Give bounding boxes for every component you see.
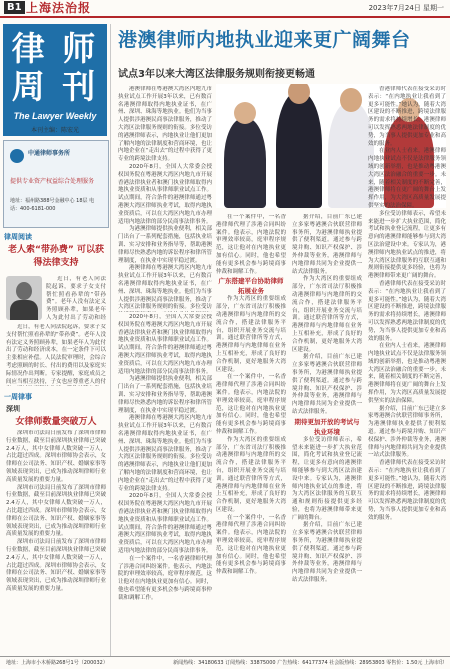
ad-org-name: 中通律师事务所 xyxy=(28,150,71,157)
section2-body: 深圳市司法局日前发布了深圳市律师行业数据，截至目前深圳执业律师已突破2.4万人，其中女律师人数突破一万人，占比超过四成。深圳市律师协会表示，女律师在公司法务、知识产权、婚姻家事等领域表现突出，已成为推动深圳律师行业高质量发展的重要力量。 深圳市司法局日前发布了深圳市律师行业数据，截至目前深圳执业律师已突破2.4万人，其中女律师人数突破一万人，占比超过四成。深圳市律师协会表示，女律师在公司法务、知识产权、婚姻家事等领域表现突出，已成为推动深圳律师行业高质量发展的重要力量。 深圳市司法局日前发布了深圳市律师行业数据，截至目前深圳执业律师已突破2.4万人，其中女律师人数突破一万人，占比超过四成。深圳市律师协会表示，女律师在公司法务、知识产权、婚姻家事等领域表现突出，已成为推动深圳律师行业高质量发展的重要力量。 xyxy=(6,430,106,592)
section1-title: 老人索“带孙费” 可以获得法律支持 xyxy=(8,245,104,268)
article-subheading-1: 广东搭建平台协助律师拓展业务 xyxy=(218,277,284,296)
article-headline: 港澳律师内地执业迎来更广阔舞台 xyxy=(118,29,411,51)
column-divider xyxy=(110,24,111,656)
article-subhead: 试点3年以来大湾区法律服务规则衔接更畅通 xyxy=(118,69,315,80)
page-number: B1 xyxy=(4,1,25,14)
section2-title: 女律师数量突破万人 xyxy=(15,417,97,427)
newspaper-brand: 上海法治报 xyxy=(26,1,92,15)
section2-place: 深圳 xyxy=(6,405,20,413)
footer-address: 地址：上海市小木桥路268号1号（200032） xyxy=(6,660,108,666)
ad-address: 地址：福州路388号金融中心 18层 电话：400-6181-000 xyxy=(10,198,95,212)
law-firm-logo-icon xyxy=(10,149,24,163)
article-col1: 港澳律师在粤港澳大湾区内地九市执业试点工作开展3年以来，已有数百名港澳律师取得内地执业证书，在广州、深圳、珠海等地执业。他们为当事人提供涉港澳民商事法律服务，推动了大湾区法律服务规则的衔接。多位受访的港澳律师表示，内地执业让他们更加了解内地的法律制度和营商环境，也让内地企业在“走出去”的过程中获得了更专业的跨境法律支持。 2020年8月，全国人大常委会授权国务院在粤港澳大湾区内地九市开展香港法律执业者和澳门执业律师取得内地执业资质和从事律师职业试点工作。试点期间，符合条件的港澳律师通过粤港澳大湾区律师执业考试，取得内地执业资质后，可以在大湾区内地九市办理适用内地法律的部分民商事法律事务。 为港澳律师提供执业便利，相关部门出台了一系列配套措施，包括执业培训、实习安排和业务指导等，帮助港澳律师尽快熟悉内地的诉讼程序和律所管理制度，在执业中实现平稳过渡。 港澳律师在粤港澳大湾区内地九市执业试点工作开展3年以来，已有数百名港澳律师取得内地执业证书，在广州、深圳、珠海等地执业。他们为当事人提供涉港澳民商事法律服务，推动了大湾区法律服务规则的衔接。多位受访 xyxy=(118,86,212,311)
article-col1-lower: 2020年8月，全国人大常委会授权国务院在粤港澳大湾区内地九市开展香港法律执业者和澳门执业律师取得内地执业资质和从事律师职业试点工作。试点期间，符合条件的港澳律师通过粤港澳大湾区律师执业考试，取得内地执业资质后，可以在大湾区内地九市办理适用内地法律的部分民商事法律事务。 为港澳律师提供执业便利，相关部门出台了一系列配套措施，包括执业培训、实习安排和业务指导等，帮助港澳律师尽快熟悉内地的诉讼程序和律所管理制度，在执业中实现平稳过渡。 港澳律师在粤港澳大湾区内地九市执业试点工作开展3年以来，已有数百名港澳律师取得内地执业证书，在广州、深圳、珠海等地执业。他们为当事人提供涉港澳民商事法律服务，推动了大湾区法律服务规则的衔接。多位受访的港澳律师表示，内地执业让他们更加了解内地的法律制度和营商环境，也让内地企业在“走出去”的过程中获得了更专业的跨境法律支持。 2020年8月，全国人大常委会授权国务院在粤港澳大湾区内地九市开展香港法律执业者和澳门执业律师取得内地执业资质和从事律师职业试点工作。试点期间，符合条件的港澳律师通过粤港澳大湾区律师执业考试，取得内地执业资质后，可以在大湾区内地九市办理适用内地法律的部分民商事法律事务。 在一个案件中，一名香港律师代理了涉港合同纠纷案件。他表示，内地法院的审理效率较高，庭审程序规范，这让他对在内地执业更加有信心。同时，他也希望能有更多机会参与跨境商事仲裁和调解工作。 xyxy=(118,314,212,601)
law-firm-advertisement xyxy=(3,140,109,228)
page-footer xyxy=(0,656,450,669)
issue-date: 2023年7月24日 星期一 xyxy=(368,4,444,12)
section-tag-weekly: 一周律事 xyxy=(4,393,32,401)
article-col3: 据介绍，目前广东已建立多家粤港澳合伙联营律师事务所，为港澳律师执业提供了便利渠道。通过参与跨境并购、知识产权保护、涉外仲裁等业务，港澳律师与内地律师共同为企业提供一站式法律服务。 作为大湾区的重要组成部分，广东省司法厅积极推动港澳律师与内地律所的交流合作，搭建法律服务平台，组织开展业务交流与培训。通过联营律所等方式，港澳律师与内地律师在业务上互相补充，形成了良好的合作机制，更好地服务大湾区建设。 据介绍，目前广东已建立多家粤港澳合伙联营律师事务所，为港澳律师执业提供了便利渠道。通过参与跨境并购、知识产权保护、涉外仲裁等业务，港澳律师与内地律师共同为企业提供一站式法律服务。 期待更加开放的考试与执业环境 多位受访律师表示，希望未来能进一步扩大执业范围，简化考试和执业登记流程，让更多有意向的港澳律师能够参与到大湾区法治建设中来。专家认为，港澳律师内地执业试点的推进，将为大湾区法律服务的互联互通和规则衔接提供更多经验，也将为港澳律师带来更广阔的舞台。 据介绍，目前广东已建立多家粤港澳合伙联营律师事务所，为港澳律师执业提供了便利渠道。通过参与跨境并购、知识产权保护、涉外仲裁等业务，港澳律师与内地律师共同为企业提供一站式法律服务。 xyxy=(292,214,362,584)
section1-body: 近日，有老人向法院起诉，要求子女支付帮忙照看孙辈的“带孙费”。老年人没有法定义务照顾孙辈，如果老年人为此付出了劳动和经济成本，在一定条件下可以主张相应补偿。人民法院审理时，会综合考虑照顾的时长、付出的费用以及家庭实际情况作出判断。专家提醒，家庭成员之间应当相互扶持，子女也应尊重老人的付 xyxy=(6,324,106,385)
masthead xyxy=(0,0,450,18)
column-title-line1: 律 师 xyxy=(11,29,99,68)
column-title-line2: 周 刊 xyxy=(11,67,99,106)
author-photo xyxy=(6,276,42,320)
footer-hotlines: 新闻热线：34180633 订阅热线：33875000 广告热线：64177374 社会版热线：28953803 零售价：1.50元 上海市印 xyxy=(173,660,444,666)
column-editor: 本刊主编：陈宏光 xyxy=(30,127,79,134)
ad-slogan: 提供专业资产权益综合处理服务 xyxy=(10,178,95,185)
section1-intro: 近日，有老人向法院起诉，要求子女支付帮忙照看孙辈的“带孙费”。老年人没有法定义务照顾孙辈，如果老年人为此付出了劳动和经 xyxy=(46,276,106,321)
article-col2: 在一个案件中，一名香港律师代理了涉港合同纠纷案件。他表示，内地法院的审理效率较高，庭审程序规范，这让他对在内地执业更加有信心。同时，他也希望能有更多机会参与跨境商事仲裁和调解工作。 广东搭建平台协助律师拓展业务 作为大湾区的重要组成部分，广东省司法厅积极推动港澳律师与内地律所的交流合作，搭建法律服务平台，组织开展业务交流与培训。通过联营律所等方式，港澳律师与内地律师在业务上互相补充，形成了良好的合作机制，更好地服务大湾区建设。 在一个案件中，一名香港律师代理了涉港合同纠纷案件。他表示，内地法院的审理效率较高，庭审程序规范，这让他对在内地执业更加有信心。同时，他也希望能有更多机会参与跨境商事仲裁和调解工作。 作为大湾区的重要组成部分，广东省司法厅积极推动港澳律师与内地律所的交流合作，搭建法律服务平台，组织开展业务交流与培训。通过联营律所等方式，港澳律师与内地律师在业务上互相补充，形成了良好的合作机制，更好地服务大湾区建设。 在一个案件中，一名香港律师代理了涉港合同纠纷案件。他表示，内地法院的审理效率较高，庭审程序规范，这让他对在内地执业更加有信心。同时，他也希望能有更多机会参与跨境商事仲裁和调解工作。 xyxy=(216,214,286,576)
column-banner xyxy=(3,24,107,136)
article-col4: 香港律师代表在接受采访时表示：“在内地执业让我看到了更多可能性。”她认为，随着大湾区建设的不断推进，跨境法律服务的需求将持续增长，港澳律师可以发挥熟悉两地法律制度的优势，为当事人提供更加专业和高效的服务。 在业内人士看来，港澳律师内地执业试点不仅是法律服务领域的创新举措，也是推动粤港澳大湾区法治融合的重要一步。未来，随着相关制度的不断完善，港澳律师将在更广阔的舞台上发挥作用，为大湾区高质量发展提供坚实的法治保障。 多位受访律师表示，希望未来能进一步扩大执业范围，简化考试和执业登记流程，让更多有意向的港澳律师能够参与到大湾区法治建设中来。专家认为，港澳律师内地执业试点的推进，将为大湾区法律服务的互联互通和规则衔接提供更多经验，也将为港澳律师带来更广阔的舞台。 香港律师代表在接受采访时表示：“在内地执业让我看到了更多可能性。”她认为，随着大湾区建设的不断推进，跨境法律服务的需求将持续增长，港澳律师可以发挥熟悉两地法律制度的优势，为当事人提供更加专业和高效的服务。 在业内人士看来，港澳律师内地执业试点不仅是法律服务领域的创新举措，也是推动粤港澳大湾区法治融合的重要一步。未来，随着相关制度的不断完善，港澳律师将在更广阔的舞台上发挥作用，为大湾区高质量发展提供坚实的法治保障。 据介绍，目前广东已建立多家粤港澳合伙联营律师事务所，为港澳律师执业提供了便利渠道。通过参与跨境并购、知识产权保护、涉外仲裁等业务，港澳律师与内地律师共同为企业提供一站式法律服务。 香港律师代表在接受采访时表示：“在内地执业让我看到了更多可能性。”她认为，随着大湾区建设的不断推进，跨境法律服务的需求将持续增长，港澳律师可以发挥熟悉两地法律制度的优势，为当事人提供更加专业和高效的服务。 xyxy=(368,86,446,521)
column-subtitle: The Lawyer Weekly xyxy=(13,111,97,121)
section-tag-reading: 律周阅读 xyxy=(4,233,32,241)
article-subheading-2: 期待更加开放的考试与执业环境 xyxy=(294,417,360,436)
